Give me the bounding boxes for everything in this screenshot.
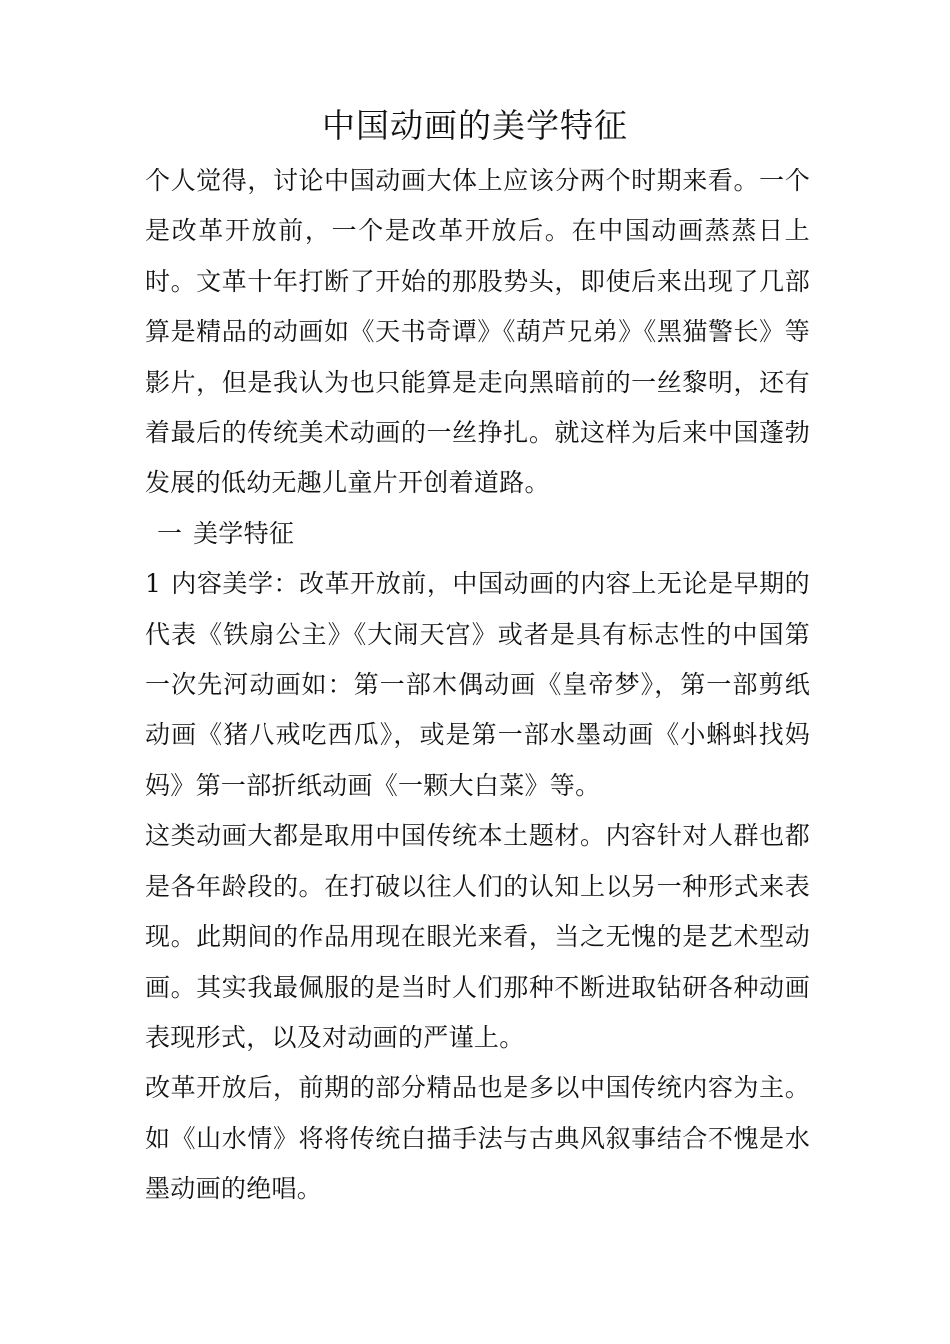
- section-heading: [145, 509, 810, 559]
- section-heading-text: 美学特征: [193, 518, 295, 548]
- point-1-paragraph: [145, 559, 810, 811]
- paragraph-3: 这类动画大都是取用中国传统本土题材。内容针对人群也都是各年龄段的。在打破以往人们的认知上以另一种形式来表现。此期间的作品用现在眼光来看，当之无愧的是艺术型动画。其实我最佩服的是当时人们那种不断进取钻研各种动画表现形式，以及对动画的严谨上。: [145, 821, 810, 1052]
- point-1-text: 内容美学：改革开放前，中国动画的内容上无论是早期的代表《铁扇公主》《大闹天宫》或者是具有标志性的中国第一次先河动画如：第一部木偶动画《皇帝梦》，第一部剪纸动画《猪八戒吃西瓜》，或是第一部水墨动画《小蝌蚪找妈妈》第一部折纸动画《一颗大白菜》等。: [145, 569, 810, 800]
- section-number: 一: [157, 518, 183, 548]
- document-body: [145, 156, 810, 1215]
- document-title: 中国动画的美学特征: [322, 106, 628, 145]
- point-1-number: 1: [145, 569, 162, 599]
- paragraph-4: 改革开放后，前期的部分精品也是多以中国传统内容为主。如《山水情》将将传统白描手法与古典风叙事结合不愧是水墨动画的绝唱。: [145, 1073, 810, 1204]
- intro-paragraph: 个人觉得，讨论中国动画大体上应该分两个时期来看。一个是改革开放前，一个是改革开放后。在中国动画蒸蒸日上时。文革十年打断了开始的那股势头，即使后来出现了几部算是精品的动画如《天书奇谭》《葫芦兄弟》《黑猫警长》等影片，但是我认为也只能算是走向黑暗前的一丝黎明，还有着最后的传统美术动画的一丝挣扎。就这样为后来中国蓬勃发展的低幼无趣儿童片开创着道路。: [145, 166, 810, 498]
